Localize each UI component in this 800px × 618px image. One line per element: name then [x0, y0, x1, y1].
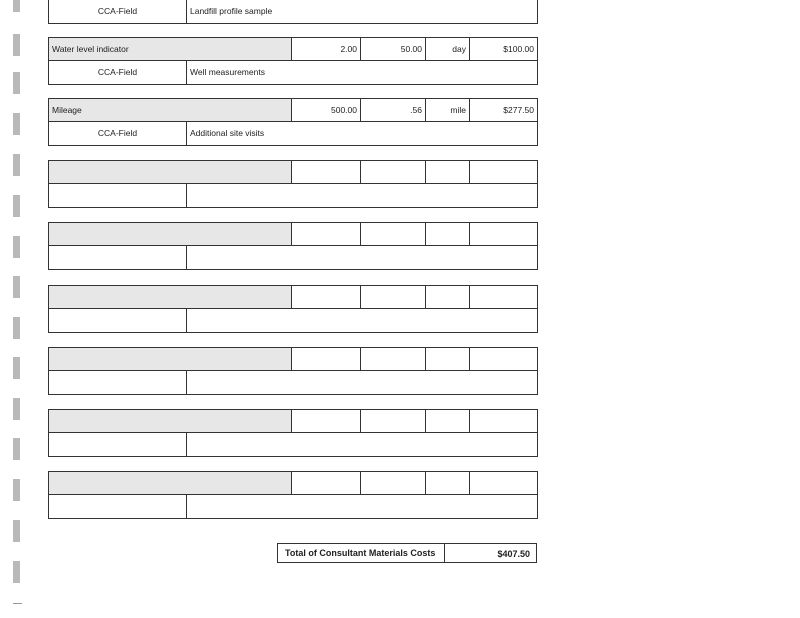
cost-type-cell: CCA-Field — [49, 0, 187, 23]
rate-cell: 50.00 — [361, 38, 426, 60]
quantity-cell — [292, 161, 361, 183]
unit-cell: mile — [426, 99, 470, 121]
line-item-detail-row — [48, 246, 538, 270]
line-item-main-row — [48, 347, 538, 371]
description-cell: Mileage — [49, 99, 292, 121]
description-cell: Water level indicator — [49, 38, 292, 60]
margin-mark — [13, 276, 20, 298]
margin-mark — [13, 0, 20, 12]
note-cell — [187, 495, 537, 518]
line-item-main-row — [48, 222, 538, 246]
margin-mark — [13, 34, 20, 56]
description-cell — [49, 286, 292, 308]
rate-cell — [361, 410, 426, 432]
margin-tick — [13, 603, 22, 604]
unit-cell — [426, 286, 470, 308]
rate-cell — [361, 472, 426, 494]
line-item-block — [48, 0, 538, 24]
binder-margin — [13, 0, 23, 618]
quantity-cell — [292, 472, 361, 494]
margin-mark — [13, 113, 20, 135]
total-value: $407.50 — [497, 549, 530, 559]
cost-type-cell — [49, 371, 187, 394]
rate-cell — [361, 223, 426, 245]
cost-type-cell — [49, 246, 187, 269]
note-cell: Landfill profile sample — [190, 6, 273, 16]
description-cell — [49, 161, 292, 183]
line-total-cell: $277.50 — [503, 105, 534, 115]
cost-type-cell: CCA-Field — [49, 122, 187, 145]
margin-mark — [13, 398, 20, 420]
note-cell — [187, 246, 537, 269]
line-item-main-row — [48, 37, 538, 61]
total-label: Total of Consultant Materials Costs — [278, 544, 445, 562]
line-item-main-row — [48, 471, 538, 495]
cost-type-cell — [49, 433, 187, 456]
unit-cell — [426, 472, 470, 494]
unit-cell: day — [426, 38, 470, 60]
line-item-block — [48, 471, 538, 519]
rate-cell — [361, 348, 426, 370]
line-item-detail-row — [48, 0, 538, 24]
margin-mark — [13, 317, 20, 339]
line-item-main-row — [48, 285, 538, 309]
total-summary — [277, 543, 537, 563]
line-total-cell — [470, 348, 537, 370]
line-item-block — [48, 285, 538, 333]
quantity-cell — [292, 223, 361, 245]
unit-cell — [426, 410, 470, 432]
description-cell — [49, 472, 292, 494]
line-total-cell — [470, 410, 537, 432]
unit-cell — [426, 223, 470, 245]
line-total-cell — [470, 161, 537, 183]
cost-type-cell — [49, 309, 187, 332]
line-item-main-row — [48, 160, 538, 184]
margin-mark — [13, 154, 20, 176]
line-item-detail-row — [48, 61, 538, 85]
line-total-cell — [470, 286, 537, 308]
line-item-detail-row — [48, 309, 538, 333]
line-item-detail-row — [48, 433, 538, 457]
cost-type-cell — [49, 184, 187, 207]
line-item-block — [48, 409, 538, 457]
line-item-detail-row — [48, 495, 538, 519]
note-cell: Well measurements — [190, 67, 265, 77]
line-item-block — [48, 160, 538, 208]
quantity-cell — [292, 348, 361, 370]
line-total-cell — [470, 223, 537, 245]
cost-type-cell — [49, 495, 187, 518]
note-cell — [187, 433, 537, 456]
margin-mark — [13, 479, 20, 501]
line-item-main-row — [48, 98, 538, 122]
note-cell — [187, 371, 537, 394]
note-cell — [187, 184, 537, 207]
unit-cell — [426, 161, 470, 183]
description-cell — [49, 223, 292, 245]
rate-cell — [361, 286, 426, 308]
margin-mark — [13, 561, 20, 583]
margin-mark — [13, 236, 20, 258]
line-total-cell: $100.00 — [503, 44, 534, 54]
cost-type-cell: CCA-Field — [49, 61, 187, 84]
description-cell — [49, 348, 292, 370]
rate-cell: .56 — [361, 99, 426, 121]
line-item-detail-row — [48, 122, 538, 146]
description-cell — [49, 410, 292, 432]
quantity-cell: 2.00 — [292, 38, 361, 60]
rate-cell — [361, 161, 426, 183]
line-item-block — [48, 37, 538, 85]
quantity-cell — [292, 410, 361, 432]
margin-mark — [13, 438, 20, 460]
margin-mark — [13, 520, 20, 542]
line-item-block — [48, 222, 538, 270]
unit-cell — [426, 348, 470, 370]
margin-mark — [13, 357, 20, 379]
note-cell: Additional site visits — [190, 128, 265, 138]
margin-mark — [13, 195, 20, 217]
line-item-block — [48, 98, 538, 146]
line-item-block — [48, 347, 538, 395]
quantity-cell — [292, 286, 361, 308]
line-item-detail-row — [48, 184, 538, 208]
line-item-detail-row — [48, 371, 538, 395]
margin-mark — [13, 72, 20, 94]
quantity-cell: 500.00 — [292, 99, 361, 121]
line-item-main-row — [48, 409, 538, 433]
line-total-cell — [470, 472, 537, 494]
note-cell — [187, 309, 537, 332]
